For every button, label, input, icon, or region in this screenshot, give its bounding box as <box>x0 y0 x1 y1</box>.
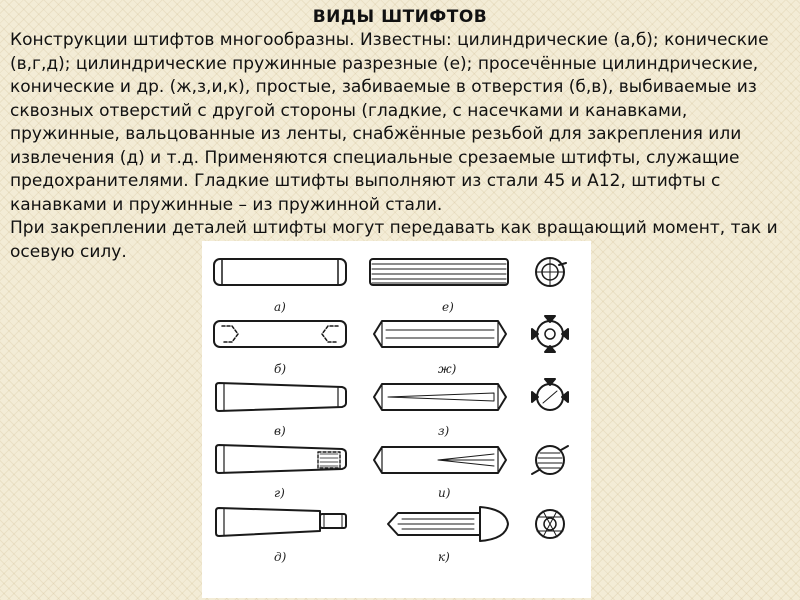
pin-b-cylindrical-holes <box>214 321 346 347</box>
pin-k-headed-grooved <box>388 507 508 541</box>
pin-a-cylindrical <box>214 259 346 285</box>
pin-i-slit <box>374 447 506 473</box>
pin-z-tapered-grooved <box>374 384 506 410</box>
label-k: к) <box>438 550 450 564</box>
label-d: д) <box>274 550 287 564</box>
slide-title: ВИДЫ ШТИФТОВ <box>312 7 488 27</box>
section-e <box>536 258 566 286</box>
paragraph-2: При закреплении деталей штифты могут передавать как вращающий момент, так и осевую силу. <box>10 218 778 262</box>
label-i: и) <box>438 486 451 500</box>
label-g: г) <box>274 486 285 500</box>
pins-figure <box>202 241 591 598</box>
pin-v-tapered <box>216 383 346 411</box>
label-v: в) <box>274 424 286 438</box>
label-a: а) <box>274 300 286 314</box>
label-b: б) <box>274 362 287 376</box>
label-zh: ж) <box>438 362 457 376</box>
section-i <box>532 446 568 474</box>
pin-g-tapered-threaded <box>216 445 346 473</box>
pin-d-threaded-end <box>216 508 346 536</box>
pin-e-spring-split <box>370 259 508 285</box>
paragraph-1: Конструкции штифтов многообразны. Известны: цилиндрические (а,б); конические (в,г,д); цилиндрические пружинные разрезные (е); просечённые цилиндрические, конические и др. (ж,з,и,к), простые, забиваемые в отверстия (б,в), выбиваемые из сквозных отверстий с другой стороны (гладкие, с насечками и канавками, пружинные, вальцованные из ленты, снабжённые резьбой для закрепления или извлечения (д) и т.д. Применяются специальные срезаемые штифты, служащие предохранителями. Гладкие штифты выполняют из стали 45 и А12, штифты с канавками и пружинные – из пружинной стали. <box>10 30 769 215</box>
section-z <box>532 379 568 410</box>
section-zh <box>532 316 568 352</box>
slide-body <box>10 29 795 264</box>
label-z: з) <box>438 424 450 438</box>
label-e: е) <box>442 300 454 314</box>
section-k <box>536 510 564 538</box>
pin-zh-grooved <box>374 321 506 347</box>
